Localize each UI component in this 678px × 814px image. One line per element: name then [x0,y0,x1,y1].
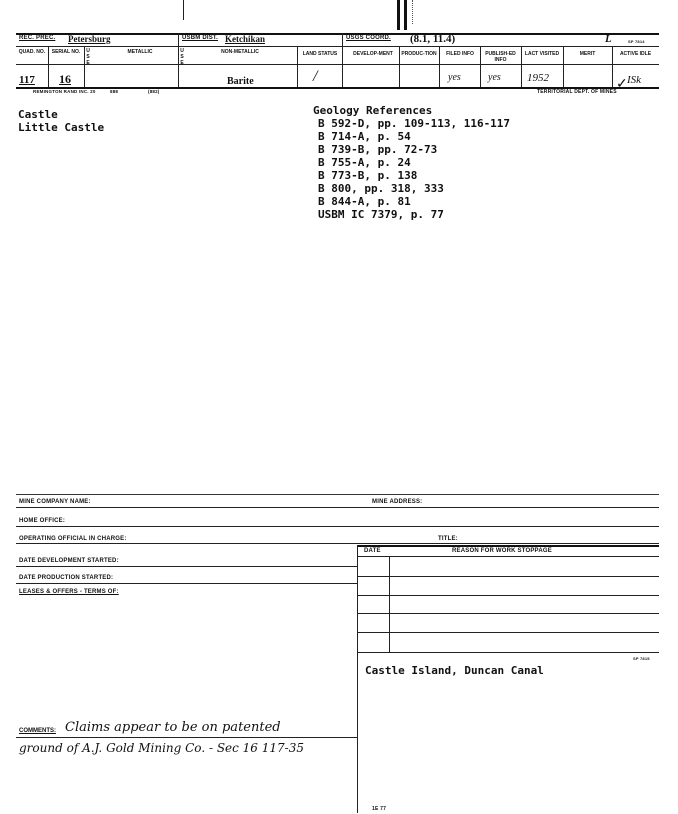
bottom-stamp: 1E 77 [372,806,387,812]
comments-label: COMMENTS: [19,728,56,734]
geology-reference: B 773-B, p. 138 [318,169,418,182]
dev-started-rule [16,566,357,567]
stoppage-date-divider [389,556,390,653]
top-margin-line [183,0,184,20]
record-published-info: yes [488,72,501,83]
form-letter: L [605,33,612,45]
col-use-nonmetallic: U S E [180,48,184,66]
geology-reference: B 755-A, p. 24 [318,156,411,169]
usgs-coord-label: USGS COORD. [346,35,391,41]
lower-form-top-rule [16,494,659,495]
col-divider [439,46,440,87]
comments-rule [16,737,357,738]
geology-reference: B 739-B, pp. 72-73 [318,143,438,156]
col-metallic: METALLIC [127,49,153,55]
usbm-dist-value: Ketchikan [225,34,266,44]
stoppage-row [357,613,659,614]
home-office-label: HOME OFFICE: [19,518,66,524]
col-divider [297,46,298,87]
geology-reference: B 592-D, pp. 109-113, 116-117 [318,117,511,130]
geology-reference: B 800, pp. 318, 333 [318,182,444,195]
col-use-metallic: U S E [86,48,90,66]
mine-address-label: MINE ADDRESS: [372,499,423,505]
leases-offers-label: LEASES & OFFERS - TERMS OF: [19,589,119,595]
active-idle-mark: ✓ [616,76,628,92]
usbm-dist-label: USBM DIST. [182,35,219,41]
record-filed-info: yes [448,72,461,83]
stoppage-row [357,652,659,653]
stoppage-date-label: DATE [364,548,381,554]
stoppage-row [357,576,659,577]
header-divider [178,33,179,87]
comments-line-2: ground of A.J. Gold Mining Co. - Sec 16 117-35 [19,741,304,755]
col-quad-no: QUAD. NO. [18,49,46,55]
geology-reference: USBM IC 7379, p. 77 [318,208,444,221]
binder-mark-thin [412,0,413,24]
rec-prec-value: Petersburg [68,34,111,44]
operating-official-label: OPERATING OFFICIAL IN CHARGE: [19,536,127,542]
col-last-visited: LACT VISITED [524,51,560,57]
form-code-2: SP 7815 [633,656,650,661]
col-merit: MERIT [579,51,596,57]
title-label: TITLE: [438,536,458,542]
geology-reference: B 714-A, p. 54 [318,130,411,143]
record-last-visited: 1952 [527,72,549,84]
col-non-metallic: NON-METALLIC [221,49,259,55]
record-active-idle: ISk [627,74,642,86]
col-header-rule [16,64,659,65]
footer-left-note: REMINGTON RAND INC. 20 [33,89,96,94]
comments-line-1: Claims appear to be on patented [65,720,281,735]
col-development: DEVELOP-MENT [353,51,393,57]
mine-name-1: Castle [18,108,58,121]
record-land-status: / [313,68,318,85]
rec-prec-label: REC. PREC. [19,35,56,41]
mine-company-name-label: MINE COMPANY NAME: [19,499,91,505]
stoppage-row [357,595,659,596]
binder-mark [404,0,407,30]
date-production-label: DATE PRODUCTION STARTED: [19,575,114,581]
footer-right-note: TERRITORIAL DEPT. OF MINES [537,89,617,95]
stoppage-row [357,632,659,633]
geology-reference: B 844-A, p. 81 [318,195,411,208]
stoppage-reason-label: REASON FOR WORK STOPPAGE [452,548,552,554]
footer-left-code2: (882) [148,89,160,94]
col-land-status: LAND STATUS [302,51,338,57]
record-serial-no: 16 [59,72,71,86]
header-top-rule [16,33,659,35]
col-divider [84,46,85,87]
date-development-label: DATE DEVELOPMENT STARTED: [19,558,119,564]
geology-heading: Geology References [313,104,433,117]
record-quad-no: 117 [19,74,35,86]
col-serial-no: SERIAL NO. [51,49,81,55]
form-code: SP 7814 [628,39,645,44]
home-office-rule [16,526,659,527]
official-rule [16,543,659,544]
col-production: PRODUC-TION [401,51,437,57]
mine-name-2: Little Castle [18,121,105,134]
stoppage-vertical [357,545,358,813]
location-text: Castle Island, Duncan Canal [365,664,544,677]
binder-mark [397,0,400,30]
col-published-info: PUBLISH-ED INFO [485,51,516,63]
usgs-coord-value: (8.1, 11.4) [410,33,456,45]
record-non-metallic: Barite [227,76,254,87]
footer-left-code: 888 [110,89,119,94]
prod-started-rule [16,583,357,584]
stoppage-sub-rule [357,556,659,557]
stoppage-header-rule [357,545,659,547]
header-divider [342,33,343,87]
col-filed-info: FILED INFO [446,51,474,57]
company-rule [16,507,659,508]
col-active-idle: ACTIVE IDLE [619,51,652,57]
